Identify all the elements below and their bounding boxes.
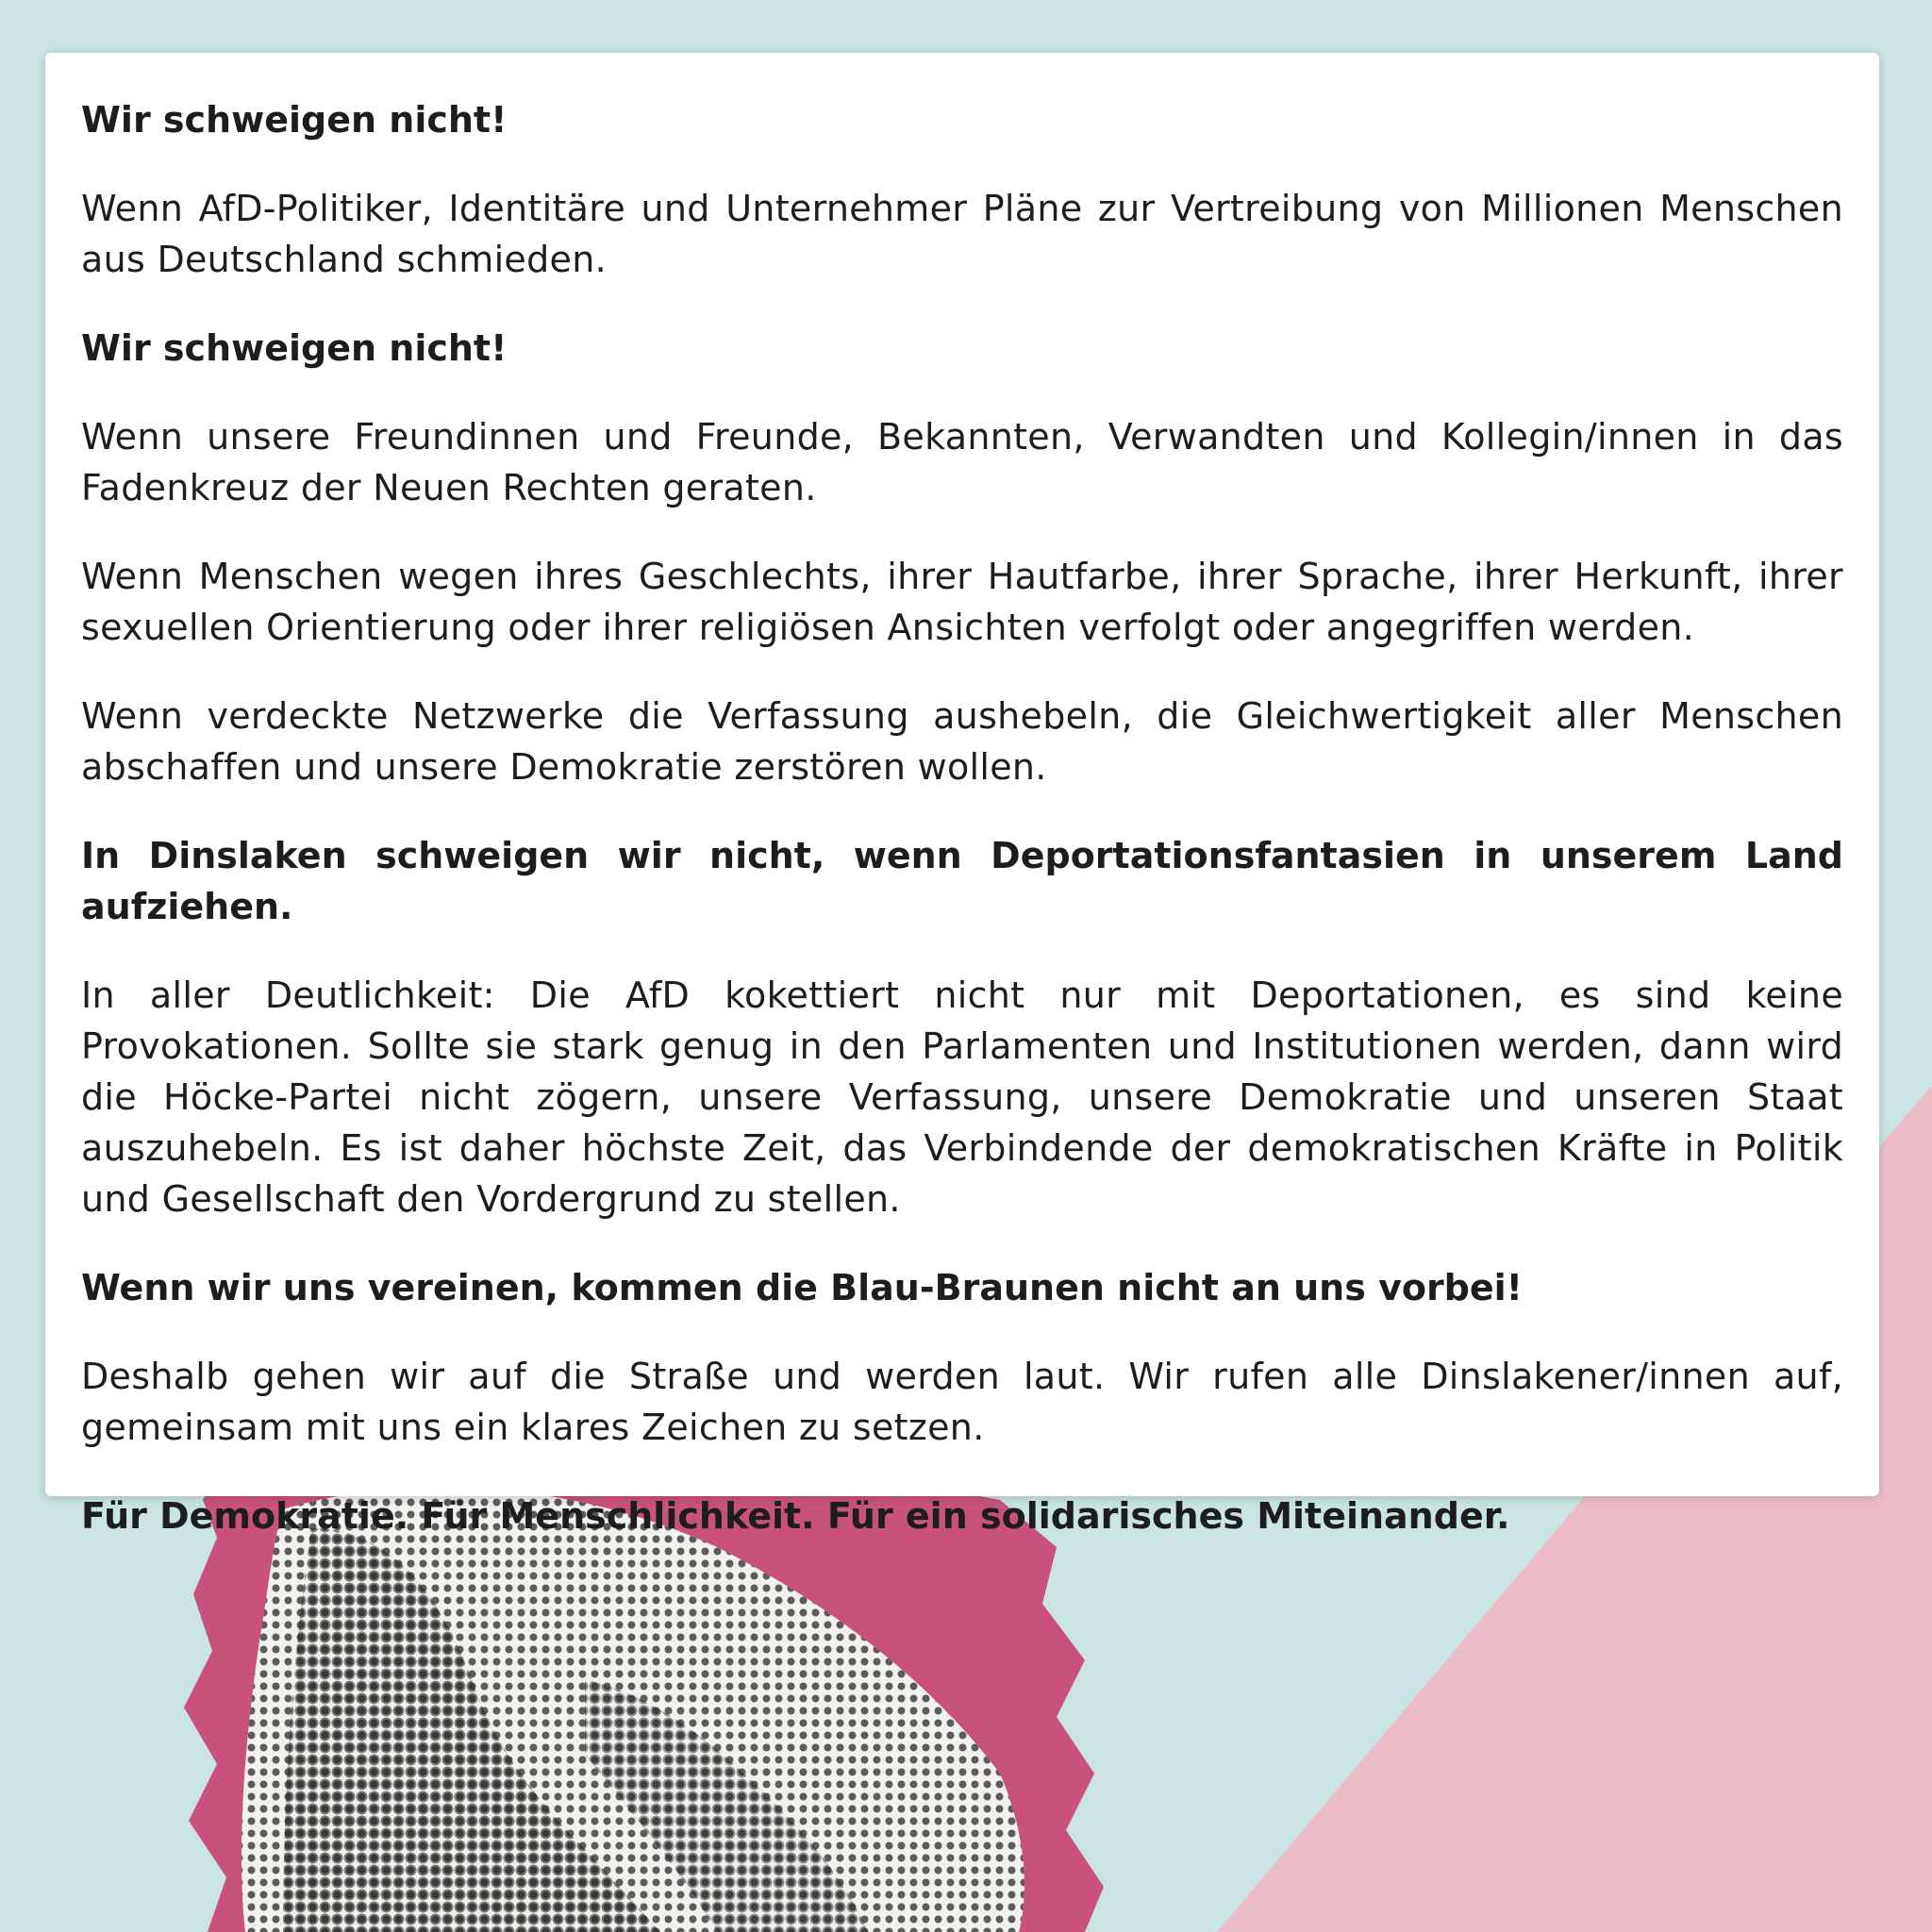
paragraph-aufruf: Deshalb gehen wir auf die Straße und werden laut. Wir rufen alle Dinslakener/innen auf, gemeinsam mit uns ein klares Zeichen zu setzen. bbox=[81, 1356, 1843, 1448]
headline-wir-schweigen-nicht: Wir schweigen nicht! bbox=[81, 99, 508, 141]
headline-wir-schweigen-nicht-2: Wir schweigen nicht! bbox=[81, 327, 508, 369]
closing-slogan: Für Demokratie. Für Menschlichkeit. Für ein solidarisches Miteinander. bbox=[81, 1495, 1510, 1537]
paragraph-freundinnen: Wenn unsere Freundinnen und Freunde, Bekannten, Verwandten und Kollegin/innen in das Fadenkreuz der Neuen Rechten geraten. bbox=[81, 416, 1843, 508]
paragraph-vertreibung: Wenn AfD-Politiker, Identitäre und Unternehmer Pläne zur Vertreibung von Millionen Menschen aus Deutschland schmieden. bbox=[81, 188, 1843, 280]
paragraph-netzwerke: Wenn verdeckte Netzwerke die Verfassung aushebeln, die Gleichwertigkeit aller Menschen abschaffen und unsere Demokratie zerstören wollen. bbox=[81, 695, 1843, 788]
paragraph-diskriminierung: Wenn Menschen wegen ihres Geschlechts, ihrer Hautfarbe, ihrer Sprache, ihrer Herkunft, ihrer sexuellen Orientierung oder ihrer religiösen Ansichten verfolgt oder angegriffen werden. bbox=[81, 556, 1843, 648]
statement-card bbox=[45, 53, 1879, 1537]
headline-vereinen: Wenn wir uns vereinen, kommen die Blau-Braunen nicht an uns vorbei! bbox=[81, 1267, 1524, 1308]
headline-dinslaken: In Dinslaken schweigen wir nicht, wenn Deportationsfantasien in unserem Land aufziehen. bbox=[81, 835, 1843, 927]
paragraph-deutlichkeit: In aller Deutlichkeit: Die AfD kokettiert nicht nur mit Deportationen, es sind keine Provokationen. Sollte sie stark genug in den Parlamenten und Institutionen werden, dann wird die Höcke-Partei nicht zögern, unsere Verfassung, unsere Demokratie und unseren Staat auszuhebeln. Es ist daher höchste Zeit, das Verbindende der demokratischen Kräfte in Politik und Gesellschaft den Vordergrund zu stellen. bbox=[81, 974, 1843, 1220]
